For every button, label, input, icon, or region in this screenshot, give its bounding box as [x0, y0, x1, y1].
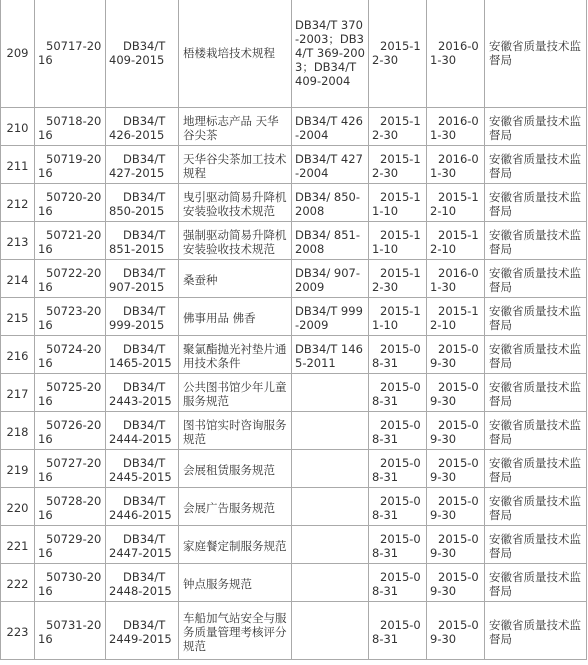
classification-number-cell	[35, 488, 106, 526]
standard-number: DB34/T 1465-2015	[109, 341, 172, 370]
replaced-standard-cell	[292, 184, 369, 222]
issue-date-cell	[369, 526, 427, 564]
issuing-department-cell	[485, 336, 587, 374]
table-row	[1, 526, 587, 564]
replaced-standard: DB34/ 851-2008	[295, 227, 361, 256]
issue-date-cell	[369, 184, 427, 222]
standard-name: 天华谷尖茶加工技术规程	[183, 151, 287, 180]
classification-number: 50730-2016	[38, 569, 102, 598]
issue-date: 2015-08-31	[372, 379, 421, 408]
effective-date-cell	[427, 146, 485, 184]
issuing-department-cell	[485, 488, 587, 526]
issuing-department: 安徽省质量技术监督局	[489, 493, 581, 522]
issue-date: 2015-12-30	[372, 39, 421, 67]
standard-number: DB34/T 851-2015	[109, 227, 166, 256]
replaced-standard-cell	[292, 412, 369, 450]
standard-name: 车船加气站安全与服务质量管理考核评分规范	[183, 610, 287, 653]
row-number-cell	[1, 412, 35, 450]
standard-number-cell	[106, 0, 179, 108]
issuing-department: 安徽省质量技术监督局	[489, 531, 581, 560]
issuing-department: 安徽省质量技术监督局	[489, 265, 581, 294]
effective-date-cell	[427, 450, 485, 488]
row-number: 209	[6, 46, 29, 60]
replaced-standard: DB34/ 907-2009	[295, 265, 361, 294]
standard-name: 会展租赁服务规范	[183, 462, 275, 477]
standard-number: DB34/T 427-2015	[109, 151, 166, 180]
issuing-department: 安徽省质量技术监督局	[489, 303, 581, 332]
standard-number-cell	[106, 222, 179, 260]
classification-number-cell	[35, 526, 106, 564]
issue-date: 2015-08-31	[372, 417, 421, 446]
row-number-cell	[1, 450, 35, 488]
effective-date-cell	[427, 260, 485, 298]
issue-date-cell	[369, 0, 427, 108]
issuing-department: 安徽省质量技术监督局	[489, 379, 581, 408]
replaced-standard-cell	[292, 146, 369, 184]
effective-date-cell	[427, 222, 485, 260]
issue-date: 2015-08-31	[372, 617, 421, 646]
replaced-standard-cell	[292, 374, 369, 412]
standard-number-cell	[106, 336, 179, 374]
row-number-cell	[1, 488, 35, 526]
replaced-standard-cell	[292, 298, 369, 336]
effective-date-cell	[427, 564, 485, 602]
effective-date: 2015-09-30	[430, 493, 479, 522]
replaced-standard-cell	[292, 336, 369, 374]
row-number-cell	[1, 222, 35, 260]
issuing-department-cell	[485, 260, 587, 298]
replaced-standard-cell	[292, 488, 369, 526]
replaced-standard-cell	[292, 0, 369, 108]
standard-name: 会展广告服务规范	[183, 500, 275, 515]
issue-date: 2015-08-31	[372, 531, 421, 560]
row-number-cell	[1, 374, 35, 412]
standard-name: 钟点服务规范	[183, 576, 252, 591]
effective-date-cell	[427, 336, 485, 374]
issue-date: 2015-08-31	[372, 341, 421, 370]
classification-number: 50731-2016	[38, 617, 102, 646]
issuing-department-cell	[485, 0, 587, 108]
classification-number: 50723-2016	[38, 303, 102, 332]
effective-date: 2015-12-10	[430, 303, 479, 332]
issue-date: 2015-08-31	[372, 455, 421, 484]
effective-date: 2015-09-30	[430, 617, 479, 646]
standard-number-cell	[106, 602, 179, 660]
standard-number-cell	[106, 184, 179, 222]
row-number-cell	[1, 184, 35, 222]
issuing-department: 安徽省质量技术监督局	[489, 151, 581, 180]
effective-date: 2015-09-30	[430, 341, 479, 370]
row-number: 210	[6, 120, 29, 135]
effective-date-cell	[427, 488, 485, 526]
row-number: 217	[6, 386, 29, 401]
standard-name-cell	[179, 412, 292, 450]
replaced-standard-cell	[292, 564, 369, 602]
standard-number-cell	[106, 412, 179, 450]
issuing-department: 安徽省质量技术监督局	[489, 113, 581, 142]
table-row	[1, 108, 587, 146]
effective-date-cell	[427, 602, 485, 660]
standard-number: DB34/T 2447-2015	[109, 531, 172, 560]
row-number: 214	[6, 272, 29, 287]
standard-name-cell	[179, 374, 292, 412]
table-row	[1, 222, 587, 260]
standard-name: 公共图书馆少年儿童服务规范	[183, 379, 287, 408]
effective-date: 2016-01-30	[430, 151, 479, 180]
table-row	[1, 374, 587, 412]
effective-date: 2016-01-30	[430, 113, 479, 142]
issue-date-cell	[369, 336, 427, 374]
standard-name-cell	[179, 108, 292, 146]
classification-number: 50721-2016	[38, 227, 102, 256]
issuing-department: 安徽省质量技术监督局	[489, 569, 581, 598]
classification-number-cell	[35, 298, 106, 336]
standard-name-cell	[179, 222, 292, 260]
classification-number: 50720-2016	[38, 189, 102, 218]
table-row	[1, 412, 587, 450]
effective-date-cell	[427, 526, 485, 564]
standard-number: DB34/T 907-2015	[109, 265, 166, 294]
classification-number: 50729-2016	[38, 531, 102, 560]
replaced-standard: DB34/T 370-2003；DB34/T 369-2003；DB34/T 409-2004	[295, 18, 365, 88]
standard-number: DB34/T 426-2015	[109, 113, 166, 142]
replaced-standard-cell	[292, 260, 369, 298]
classification-number-cell	[35, 450, 106, 488]
row-number-cell	[1, 260, 35, 298]
issuing-department: 安徽省质量技术监督局	[489, 39, 581, 67]
effective-date: 2015-09-30	[430, 455, 479, 484]
standard-number-cell	[106, 564, 179, 602]
row-number: 219	[6, 462, 29, 477]
effective-date: 2015-12-10	[430, 189, 479, 218]
standard-name-cell	[179, 488, 292, 526]
issuing-department: 安徽省质量技术监督局	[489, 617, 581, 646]
issue-date: 2015-11-10	[372, 303, 421, 332]
table-row	[1, 488, 587, 526]
replaced-standard-cell	[292, 222, 369, 260]
row-number-cell	[1, 336, 35, 374]
row-number: 223	[6, 624, 29, 639]
issue-date: 2015-12-30	[372, 113, 421, 142]
issue-date-cell	[369, 374, 427, 412]
classification-number-cell	[35, 336, 106, 374]
standard-number-cell	[106, 450, 179, 488]
table-row	[1, 298, 587, 336]
replaced-standard-cell	[292, 450, 369, 488]
standard-number-cell	[106, 298, 179, 336]
standard-number: DB34/T 2449-2015	[109, 617, 172, 646]
row-number-cell	[1, 298, 35, 336]
classification-number: 50717-2016	[38, 39, 102, 67]
row-number-cell	[1, 602, 35, 660]
issuing-department-cell	[485, 374, 587, 412]
replaced-standard-cell	[292, 108, 369, 146]
issue-date-cell	[369, 146, 427, 184]
classification-number: 50722-2016	[38, 265, 102, 294]
classification-number: 50719-2016	[38, 151, 102, 180]
row-number: 213	[6, 234, 29, 249]
standard-name-cell	[179, 450, 292, 488]
replaced-standard-cell	[292, 602, 369, 660]
issue-date-cell	[369, 564, 427, 602]
standard-name-cell	[179, 260, 292, 298]
standard-number-cell	[106, 260, 179, 298]
issuing-department-cell	[485, 222, 587, 260]
issue-date: 2015-08-31	[372, 493, 421, 522]
issuing-department-cell	[485, 184, 587, 222]
standard-name-cell	[179, 602, 292, 660]
standard-name-cell	[179, 336, 292, 374]
standard-number-cell	[106, 108, 179, 146]
replaced-standard-cell	[292, 526, 369, 564]
classification-number-cell	[35, 0, 106, 108]
classification-number: 50725-2016	[38, 379, 102, 408]
standard-number: DB34/T 999-2015	[109, 303, 166, 332]
row-number: 222	[6, 576, 29, 591]
classification-number: 50728-2016	[38, 493, 102, 522]
row-number: 220	[6, 500, 29, 515]
issuing-department-cell	[485, 412, 587, 450]
classification-number-cell	[35, 184, 106, 222]
classification-number: 50718-2016	[38, 113, 102, 142]
replaced-standard: DB34/T 999-2009	[295, 303, 363, 332]
standard-name-cell	[179, 146, 292, 184]
standard-number: DB34/T 850-2015	[109, 189, 166, 218]
standard-name: 曳引驱动简易升降机安装验收技术规范	[183, 189, 287, 218]
row-number: 218	[6, 424, 29, 439]
table-row	[1, 602, 587, 660]
standard-name-cell	[179, 184, 292, 222]
issuing-department-cell	[485, 450, 587, 488]
row-number-cell	[1, 108, 35, 146]
standard-number: DB34/T 2443-2015	[109, 379, 172, 408]
standard-name: 梧楼栽培技术规程	[183, 46, 275, 60]
effective-date-cell	[427, 298, 485, 336]
issue-date: 2015-12-30	[372, 265, 421, 294]
issue-date-cell	[369, 412, 427, 450]
issue-date-cell	[369, 488, 427, 526]
table-row	[1, 450, 587, 488]
effective-date-cell	[427, 108, 485, 146]
issuing-department: 安徽省质量技术监督局	[489, 417, 581, 446]
table-row	[1, 260, 587, 298]
table-row	[1, 146, 587, 184]
issue-date: 2015-11-10	[372, 189, 421, 218]
classification-number-cell	[35, 374, 106, 412]
row-number-cell	[1, 526, 35, 564]
standard-name-cell	[179, 526, 292, 564]
standard-number: DB34/T 409-2015	[109, 39, 166, 67]
issue-date-cell	[369, 450, 427, 488]
issue-date-cell	[369, 260, 427, 298]
standard-number: DB34/T 2444-2015	[109, 417, 172, 446]
standard-number-cell	[106, 526, 179, 564]
issuing-department-cell	[485, 602, 587, 660]
issue-date: 2015-11-10	[372, 227, 421, 256]
standard-name-cell	[179, 0, 292, 108]
standard-name-cell	[179, 564, 292, 602]
issuing-department: 安徽省质量技术监督局	[489, 341, 581, 370]
issuing-department-cell	[485, 146, 587, 184]
issuing-department: 安徽省质量技术监督局	[489, 455, 581, 484]
standard-name: 桑蚕种	[183, 272, 218, 287]
issue-date-cell	[369, 602, 427, 660]
standard-name: 强制驱动简易升降机安装验收技术规范	[183, 227, 287, 256]
standard-name: 聚氯酯抛光衬垫片通用技术条件	[183, 341, 287, 370]
issuing-department: 安徽省质量技术监督局	[489, 227, 581, 256]
issuing-department-cell	[485, 526, 587, 564]
standard-name: 佛事用品 佛香	[183, 310, 256, 325]
issuing-department: 安徽省质量技术监督局	[489, 189, 581, 218]
replaced-standard: DB34/T 427-2004	[295, 151, 363, 180]
standard-number: DB34/T 2445-2015	[109, 455, 172, 484]
row-number: 216	[6, 348, 29, 363]
effective-date: 2015-09-30	[430, 569, 479, 598]
row-number: 212	[6, 196, 29, 211]
issuing-department-cell	[485, 108, 587, 146]
issue-date: 2015-08-31	[372, 569, 421, 598]
classification-number-cell	[35, 108, 106, 146]
standard-number-cell	[106, 374, 179, 412]
classification-number-cell	[35, 412, 106, 450]
table-row	[1, 184, 587, 222]
issuing-department-cell	[485, 564, 587, 602]
row-number-cell	[1, 564, 35, 602]
standard-number: DB34/T 2448-2015	[109, 569, 172, 598]
effective-date-cell	[427, 412, 485, 450]
effective-date: 2015-12-10	[430, 227, 479, 256]
table-row	[1, 0, 587, 108]
standard-number-cell	[106, 488, 179, 526]
effective-date: 2016-01-30	[430, 39, 479, 67]
classification-number: 50726-2016	[38, 417, 102, 446]
issue-date-cell	[369, 222, 427, 260]
effective-date-cell	[427, 374, 485, 412]
classification-number-cell	[35, 602, 106, 660]
row-number-cell	[1, 146, 35, 184]
issue-date-cell	[369, 108, 427, 146]
classification-number: 50724-2016	[38, 341, 102, 370]
classification-number-cell	[35, 260, 106, 298]
standard-name-cell	[179, 298, 292, 336]
table-body	[1, 0, 587, 660]
classification-number-cell	[35, 222, 106, 260]
row-number: 211	[6, 158, 29, 173]
issuing-department-cell	[485, 298, 587, 336]
effective-date-cell	[427, 0, 485, 108]
standard-number-cell	[106, 146, 179, 184]
effective-date: 2015-09-30	[430, 417, 479, 446]
effective-date: 2015-09-30	[430, 531, 479, 560]
effective-date-cell	[427, 184, 485, 222]
standard-name: 地理标志产品 天华谷尖茶	[183, 113, 279, 142]
table-row	[1, 336, 587, 374]
table-row	[1, 564, 587, 602]
row-number: 221	[6, 538, 29, 553]
classification-number-cell	[35, 146, 106, 184]
standard-number: DB34/T 2446-2015	[109, 493, 172, 522]
replaced-standard: DB34/T 1465-2011	[295, 341, 363, 370]
classification-number-cell	[35, 564, 106, 602]
replaced-standard: DB34/T 426-2004	[295, 113, 363, 142]
row-number: 215	[6, 310, 29, 325]
standard-name: 家庭餐定制服务规范	[183, 538, 287, 553]
classification-number: 50727-2016	[38, 455, 102, 484]
issue-date: 2015-12-30	[372, 151, 421, 180]
replaced-standard: DB34/ 850-2008	[295, 189, 361, 218]
effective-date: 2016-01-30	[430, 265, 479, 294]
row-number-cell	[1, 0, 35, 108]
issue-date-cell	[369, 298, 427, 336]
effective-date: 2015-09-30	[430, 379, 479, 408]
standard-name: 图书馆实时咨询服务规范	[183, 417, 287, 446]
